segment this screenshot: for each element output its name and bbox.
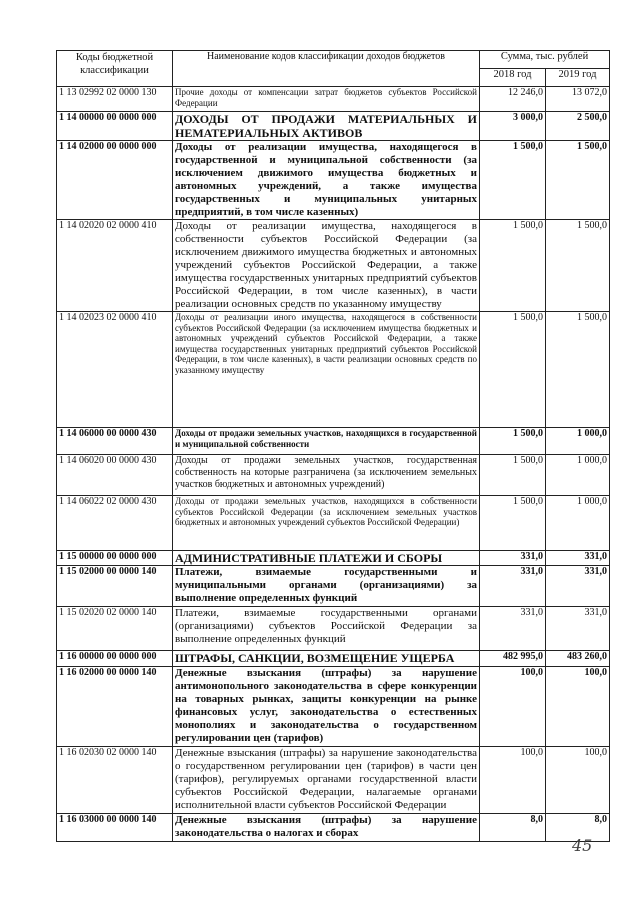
budget-code: 1 15 02000 00 0000 140: [57, 566, 173, 607]
income-name: АДМИНИСТРАТИВНЫЕ ПЛАТЕЖИ И СБОРЫ: [173, 551, 480, 566]
amount-2018: 1 500,0: [480, 455, 546, 496]
income-name: Доходы от реализации имущества, находящегося в собственности субъектов Российской Федерации (за исключением движимого имущества бюджетных и автономных учреждений субъектов Российской Федерации, а также имущества государственных унитарных предприятий субъектов Российской Федерации, в том числе казенных), в части реализации основных средств по указанному имуществу: [173, 220, 480, 312]
income-name: Доходы от реализации имущества, находящегося в государственной и муниципальной собственности (за исключением движимого имущества бюджетных и автономных учреждений, а также имущества государственных и муниципальных унитарных предприятий, в том числе казенных): [173, 141, 480, 220]
budget-code: 1 15 02020 02 0000 140: [57, 607, 173, 651]
table-row: [57, 667, 610, 747]
header-row: [57, 51, 610, 69]
budget-code: 1 16 02000 00 0000 140: [57, 667, 173, 747]
amount-2019: 483 260,0: [546, 651, 610, 667]
budget-code: 1 16 02030 02 0000 140: [57, 747, 173, 814]
income-name: Денежные взыскания (штрафы) за нарушение законодательства о налогах и сборах: [173, 814, 480, 842]
table-row: [57, 312, 610, 428]
table-row: [57, 112, 610, 141]
year-2018-header: 2018 год: [480, 69, 546, 87]
amount-2018: 1 500,0: [480, 220, 546, 312]
col-code-header: Коды бюджетной классификации: [57, 51, 173, 87]
amount-2019: 100,0: [546, 747, 610, 814]
income-name: Доходы от продажи земельных участков, находящихся в собственности субъектов Российской Федерации (за исключением земельных участков бюджетных и автономных учреждений субъектов Российской Федерации): [173, 496, 480, 551]
amount-2019: 331,0: [546, 607, 610, 651]
table-row: [57, 455, 610, 496]
table-row: [57, 607, 610, 651]
table-row: [57, 220, 610, 312]
budget-code: 1 13 02992 02 0000 130: [57, 87, 173, 112]
amount-2019: 100,0: [546, 667, 610, 747]
table-row: [57, 651, 610, 667]
income-name: Денежные взыскания (штрафы) за нарушение антимонопольного законодательства в сфере конкуренции на товарных рынках, защиты конкуренции на рынке финансовых услуг, законодательства о естественных монополиях и законодательства о государственном регулировании цен (тарифов): [173, 667, 480, 747]
amount-2018: 1 500,0: [480, 496, 546, 551]
income-name: Прочие доходы от компенсации затрат бюджетов субъектов Российской Федерации: [173, 87, 480, 112]
budget-code: 1 16 03000 00 0000 140: [57, 814, 173, 842]
year-2019-header: 2019 год: [546, 69, 610, 87]
budget-code: 1 14 02023 02 0000 410: [57, 312, 173, 428]
table-row: [57, 87, 610, 112]
table-row: [57, 551, 610, 566]
income-name: ШТРАФЫ, САНКЦИИ, ВОЗМЕЩЕНИЕ УЩЕРБА: [173, 651, 480, 667]
col-name-header: Наименование кодов классификации доходов бюджетов: [173, 51, 480, 87]
income-name: Платежи, взимаемые государственными органами (организациями) субъектов Российской Федерации за выполнение определенных функций: [173, 607, 480, 651]
budget-code: 1 14 06022 02 0000 430: [57, 496, 173, 551]
income-name: Платежи, взимаемые государственными и муниципальными органами (организациями) за выполнение определенных функций: [173, 566, 480, 607]
amount-2018: 3 000,0: [480, 112, 546, 141]
amount-2018: 482 995,0: [480, 651, 546, 667]
amount-2019: 1 500,0: [546, 220, 610, 312]
amount-2018: 331,0: [480, 551, 546, 566]
amount-2019: 8,0: [546, 814, 610, 842]
budget-code: 1 14 02000 00 0000 000: [57, 141, 173, 220]
table-row: [57, 566, 610, 607]
amount-2019: 1 000,0: [546, 428, 610, 455]
amount-2019: 2 500,0: [546, 112, 610, 141]
amount-2018: 12 246,0: [480, 87, 546, 112]
budget-code: 1 14 00000 00 0000 000: [57, 112, 173, 141]
amount-2018: 100,0: [480, 747, 546, 814]
amount-2019: 1 000,0: [546, 496, 610, 551]
amount-2019: 1 000,0: [546, 455, 610, 496]
amount-2018: 1 500,0: [480, 428, 546, 455]
amount-2019: 1 500,0: [546, 312, 610, 428]
budget-table: [56, 50, 610, 842]
page-number: 45: [572, 836, 593, 855]
table-row: [57, 496, 610, 551]
amount-2018: 331,0: [480, 566, 546, 607]
table-row: [57, 747, 610, 814]
amount-2018: 1 500,0: [480, 141, 546, 220]
amount-2018: 8,0: [480, 814, 546, 842]
income-name: Доходы от продажи земельных участков, государственная собственность на которые разграничена (за исключением земельных участков бюджетных и автономных учреждений): [173, 455, 480, 496]
amount-2019: 331,0: [546, 566, 610, 607]
amount-2019: 13 072,0: [546, 87, 610, 112]
income-name: Денежные взыскания (штрафы) за нарушение законодательства о государственном регулировании цен (тарифов) в части цен (тарифов), регулируемых органами государственной власти субъектов Российской Федерации, налагаемые органами исполнительной власти субъектов Российской Федерации: [173, 747, 480, 814]
budget-code: 1 14 02020 02 0000 410: [57, 220, 173, 312]
table-row: [57, 814, 610, 842]
income-name: ДОХОДЫ ОТ ПРОДАЖИ МАТЕРИАЛЬНЫХ И НЕМАТЕРИАЛЬНЫХ АКТИВОВ: [173, 112, 480, 141]
budget-code: 1 14 06020 00 0000 430: [57, 455, 173, 496]
col-sum-header: Сумма, тыс. рублей: [480, 51, 610, 69]
table-row: [57, 428, 610, 455]
amount-2018: 1 500,0: [480, 312, 546, 428]
amount-2019: 331,0: [546, 551, 610, 566]
income-name: Доходы от продажи земельных участков, находящихся в государственной и муниципальной собственности: [173, 428, 480, 455]
amount-2019: 1 500,0: [546, 141, 610, 220]
budget-code: 1 15 00000 00 0000 000: [57, 551, 173, 566]
income-name: Доходы от реализации иного имущества, находящегося в собственности субъектов Российской Федерации (за исключением имущества бюджетных и автономных учреждений субъектов Российской Федерации, а также имущества государственных унитарных предприятий субъектов Российской Федерации, в том числе казенных), в части реализации основных средств по указанному имуществу: [173, 312, 480, 428]
budget-code: 1 16 00000 00 0000 000: [57, 651, 173, 667]
amount-2018: 100,0: [480, 667, 546, 747]
amount-2018: 331,0: [480, 607, 546, 651]
table-row: [57, 141, 610, 220]
budget-code: 1 14 06000 00 0000 430: [57, 428, 173, 455]
